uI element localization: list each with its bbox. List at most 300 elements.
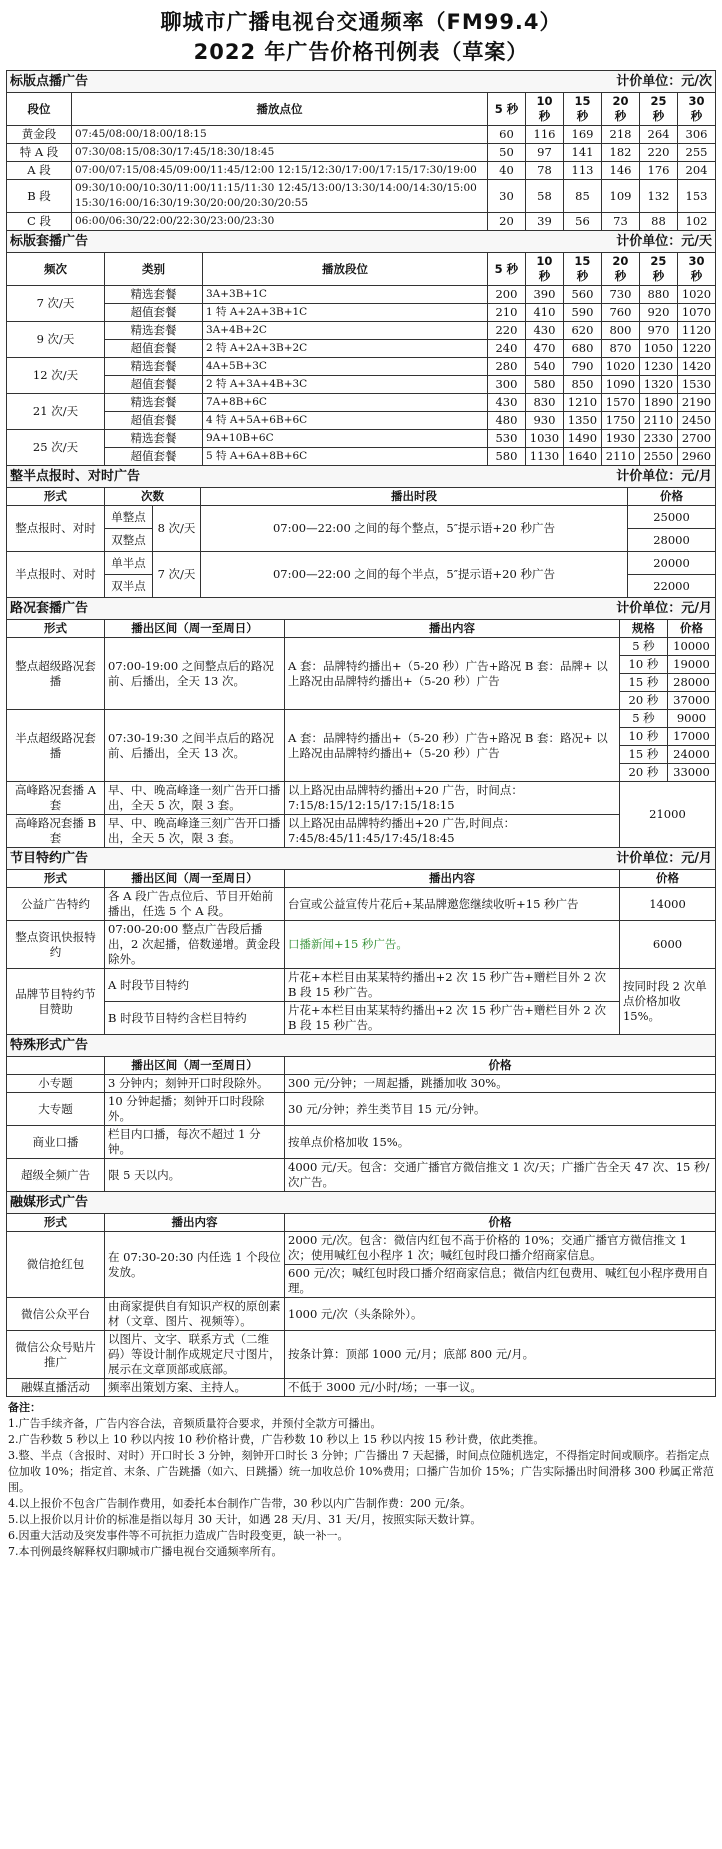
table-row <box>7 1075 716 1093</box>
package-mix: 4 特 A+5A+6B+6C <box>203 412 488 430</box>
air-range: 栏目内口播，每次不超过 1 分钟。 <box>105 1126 285 1159</box>
section-spot-ads <box>6 70 716 231</box>
col-header: 20 秒 <box>601 93 639 126</box>
frequency: 8 次/天 <box>153 506 201 552</box>
col-header: 播出区间（周一至周日） <box>105 620 285 638</box>
air-content: 由商家提供自有知识产权的原创素材（文章、图片、视频等）。 <box>105 1298 285 1331</box>
price-cell: 2550 <box>639 448 677 466</box>
section-header <box>7 466 716 488</box>
notes-title: 备注： <box>8 1401 41 1414</box>
table-row <box>7 921 716 969</box>
price-unit: 计价单位：元/次 <box>616 74 712 89</box>
price-cell: 220 <box>487 322 525 340</box>
page-subtitle: 2022 年广告价格刊例表（草案） <box>193 40 529 64</box>
page-title: 聊城市广播电视台交通频率（FM99.4） <box>160 10 562 34</box>
note-item: 5.以上报价以月计价的标准是指以每月 30 天计，如遇 28 天/月、31 天/月，按照实际天数计算。 <box>8 1513 482 1526</box>
price-cell: 2000 元/次。包含：微信内红包不高于价格的 10%；交通广播官方微信推文 1 次；使用喊红包小程序 1 次；喊红包时段口播介绍商家信息。 <box>285 1232 716 1265</box>
price-cell: 850 <box>563 376 601 394</box>
table-row <box>7 412 716 430</box>
air-content: A 套：品牌特约播出+（5-20 秒）广告+路况 B 套：品牌+ 以上路况由品牌特约播出+（5-20 秒）广告 <box>285 638 620 710</box>
package-type: 精选套餐 <box>105 286 203 304</box>
form: 商业口播 <box>7 1126 105 1159</box>
price-cell: 25000 <box>627 506 715 529</box>
form: 小专题 <box>7 1075 105 1093</box>
package-mix: 9A+10B+6C <box>203 430 488 448</box>
price-unit: 计价单位：元/月 <box>616 601 712 616</box>
section-traffic-ads <box>6 597 716 848</box>
col-header: 形式 <box>7 870 105 888</box>
spec: 20 秒 <box>619 692 667 710</box>
col-header: 价格 <box>627 488 715 506</box>
package-type: 超值套餐 <box>105 304 203 322</box>
col-header: 播出区间（周一至周日） <box>105 870 285 888</box>
segment-name: 特 A 段 <box>7 144 72 162</box>
col-header: 10 秒 <box>525 93 563 126</box>
air-content: 以上路况由品牌特约播出+20 广告，时间点：7:15/8:15/12:15/17:15/18:15 <box>285 782 620 815</box>
air-range: 限 5 天以内。 <box>105 1159 285 1192</box>
col-header: 类别 <box>105 253 203 286</box>
price-cell: 22000 <box>627 575 715 598</box>
section-media-ads <box>6 1191 716 1397</box>
price-cell: 30 <box>487 180 525 213</box>
package-type: 超值套餐 <box>105 376 203 394</box>
price-cell: 590 <box>563 304 601 322</box>
form: 品牌节目特约节目赞助 <box>7 969 105 1035</box>
price-cell: 28000 <box>667 674 715 692</box>
air-content: 频率出策划方案、主持人。 <box>105 1379 285 1397</box>
table-row <box>7 815 716 848</box>
package-mix: 1 特 A+2A+3B+1C <box>203 304 488 322</box>
table-row <box>7 448 716 466</box>
frequency: 21 次/天 <box>7 394 105 430</box>
table-row <box>7 1379 716 1397</box>
spec: 10 秒 <box>619 656 667 674</box>
col-header: 价格 <box>619 870 715 888</box>
col-header: 播放段位 <box>203 253 488 286</box>
air-content: A 套：品牌特约播出+（5-20 秒）广告+路况 B 套：路况+ 以上路况由品牌特约播出+（5-20 秒）广告 <box>285 710 620 782</box>
package-type: 超值套餐 <box>105 448 203 466</box>
price-cell: 97 <box>525 144 563 162</box>
table-row <box>7 1159 716 1192</box>
price-cell: 1130 <box>525 448 563 466</box>
form: 高峰路况套播 A 套 <box>7 782 105 815</box>
price-cell: 1020 <box>601 358 639 376</box>
section-header <box>7 1192 716 1214</box>
form: 整点超级路况套播 <box>7 638 105 710</box>
section-package-ads <box>6 230 716 466</box>
package-type: 超值套餐 <box>105 340 203 358</box>
form: 大专题 <box>7 1093 105 1126</box>
price-cell: 20000 <box>627 552 715 575</box>
segment-name: C 段 <box>7 213 72 231</box>
price-cell: 按单点价格加收 15%。 <box>285 1126 716 1159</box>
package-type: 精选套餐 <box>105 322 203 340</box>
note-item: 6.因重大活动及突发事件等不可抗拒力造成广告时段变更，缺一补一。 <box>8 1529 349 1542</box>
table-header <box>7 1214 716 1232</box>
section-title: 特殊形式广告 <box>10 1038 89 1053</box>
price-cell: 1220 <box>677 340 715 358</box>
note-item: 1.广告手续齐备，广告内容合法，音频质量符合要求，并预付全款方可播出。 <box>8 1417 382 1430</box>
table-header <box>7 253 716 286</box>
section-header <box>7 71 716 93</box>
price-cell: 30 元/分钟；养生类节目 15 元/分钟。 <box>285 1093 716 1126</box>
price-unit: 计价单位：元/月 <box>616 851 712 866</box>
package-mix: 2 特 A+2A+3B+2C <box>203 340 488 358</box>
section-title: 节目特约广告 <box>10 851 89 866</box>
air-range: A 时段节目特约 <box>105 969 285 1002</box>
table-header <box>7 93 716 126</box>
price-cell: 146 <box>601 162 639 180</box>
price-cell: 470 <box>525 340 563 358</box>
price-cell: 680 <box>563 340 601 358</box>
price-cell: 264 <box>639 126 677 144</box>
frequency: 7 次/天 <box>7 286 105 322</box>
price-cell: 580 <box>487 448 525 466</box>
table-row <box>7 376 716 394</box>
time-slots: 09:30/10:00/10:30/11:00/11:15/11:30 12:45/13:00/13:30/14:00/14:30/15:00 15:30/16:00/16:30/19:30/20:00/20:30/20:55 <box>72 180 488 213</box>
price-cell: 6000 <box>619 921 715 969</box>
air-slot: 07:00—22:00 之间的每个整点，5″提示语+20 秒广告 <box>201 506 628 552</box>
segment-name: A 段 <box>7 162 72 180</box>
price-cell: 78 <box>525 162 563 180</box>
package-mix: 4A+5B+3C <box>203 358 488 376</box>
price-cell: 970 <box>639 322 677 340</box>
price-cell: 1090 <box>601 376 639 394</box>
price-cell: 58 <box>525 180 563 213</box>
price-cell: 153 <box>677 180 715 213</box>
table-row <box>7 126 716 144</box>
price-cell: 620 <box>563 322 601 340</box>
price-cell: 306 <box>677 126 715 144</box>
price-cell: 2700 <box>677 430 715 448</box>
section-title: 标版点播广告 <box>10 74 89 89</box>
price-cell: 760 <box>601 304 639 322</box>
air-range: 07:30-19:30 之间半点后的路况前、后播出，全天 13 次。 <box>105 710 285 782</box>
price-cell: 37000 <box>667 692 715 710</box>
price-cell: 1490 <box>563 430 601 448</box>
package-type: 精选套餐 <box>105 394 203 412</box>
price-cell: 880 <box>639 286 677 304</box>
table-row <box>7 180 716 213</box>
section-title: 融媒形式广告 <box>10 1195 89 1210</box>
price-cell: 60 <box>487 126 525 144</box>
table-row <box>7 969 716 1002</box>
price-cell: 1050 <box>639 340 677 358</box>
air-content: 片花+本栏目由某某特约播出+2 次 15 秒广告+赠栏目外 2 次 B 段 15 秒广告。 <box>285 1002 620 1035</box>
table-row <box>7 1298 716 1331</box>
table-row <box>7 1232 716 1265</box>
col-header: 次数 <box>105 488 201 506</box>
package-type: 精选套餐 <box>105 358 203 376</box>
air-content: 以图片、文字、联系方式（二维码）等设计制作成规定尺寸图片，展示在文章顶部或底部。 <box>105 1331 285 1379</box>
price-cell: 56 <box>563 213 601 231</box>
time-slots: 06:00/06:30/22:00/22:30/23:00/23:30 <box>72 213 488 231</box>
col-header: 形式 <box>7 1214 105 1232</box>
form: 融媒直播活动 <box>7 1379 105 1397</box>
table-row <box>7 286 716 304</box>
col-header: 20 秒 <box>601 253 639 286</box>
price-cell: 300 元/分钟；一周起播，跳播加收 30%。 <box>285 1075 716 1093</box>
table-row <box>7 430 716 448</box>
air-content: 以上路况由品牌特约播出+20 广告,时间点：7:45/8:45/11:45/17:45/18:45 <box>285 815 620 848</box>
air-range: 早、中、晚高峰逢三刻广告开口播出，全天 5 次，限 3 套。 <box>105 815 285 848</box>
price-cell: 28000 <box>627 529 715 552</box>
price-cell: 17000 <box>667 728 715 746</box>
option: 双整点 <box>105 529 153 552</box>
price-cell: 240 <box>487 340 525 358</box>
col-header: 播出内容 <box>285 870 620 888</box>
price-cell: 480 <box>487 412 525 430</box>
col-header: 10 秒 <box>525 253 563 286</box>
section-program-sponsor-ads <box>6 847 716 1035</box>
col-header: 5 秒 <box>487 93 525 126</box>
table-header <box>7 488 716 506</box>
price-cell: 220 <box>639 144 677 162</box>
price-cell: 176 <box>639 162 677 180</box>
form: 微信公众号贴片推广 <box>7 1331 105 1379</box>
package-type: 精选套餐 <box>105 430 203 448</box>
price-cell: 1210 <box>563 394 601 412</box>
price-cell: 1070 <box>677 304 715 322</box>
price-cell: 1320 <box>639 376 677 394</box>
frequency: 12 次/天 <box>7 358 105 394</box>
spec: 5 秒 <box>619 710 667 728</box>
price-cell: 870 <box>601 340 639 358</box>
col-header: 播出区间（周一至周日） <box>105 1057 285 1075</box>
col-header: 段位 <box>7 93 72 126</box>
package-mix: 7A+8B+6C <box>203 394 488 412</box>
price-cell: 132 <box>639 180 677 213</box>
price-cell: 200 <box>487 286 525 304</box>
section-header <box>7 1035 716 1057</box>
table-row <box>7 710 716 728</box>
spec: 15 秒 <box>619 674 667 692</box>
col-header: 25 秒 <box>639 93 677 126</box>
package-mix: 3A+4B+2C <box>203 322 488 340</box>
air-slot: 07:00—22:00 之间的每个半点，5″提示语+20 秒广告 <box>201 552 628 598</box>
price-cell: 85 <box>563 180 601 213</box>
section-title: 路况套播广告 <box>10 601 89 616</box>
air-content: 口播新闻+15 秒广告。 <box>285 921 620 969</box>
spec: 15 秒 <box>619 746 667 764</box>
section-title: 整半点报时、对时广告 <box>10 469 141 484</box>
form: 微信公众平台 <box>7 1298 105 1331</box>
price-cell: 182 <box>601 144 639 162</box>
section-title: 标版套播广告 <box>10 234 89 249</box>
price-cell: 50 <box>487 144 525 162</box>
price-cell: 730 <box>601 286 639 304</box>
price-cell: 300 <box>487 376 525 394</box>
col-header: 频次 <box>7 253 105 286</box>
price-cell: 按同时段 2 次单点价格加收 15%。 <box>619 969 715 1035</box>
price-cell: 2110 <box>601 448 639 466</box>
price-cell: 19000 <box>667 656 715 674</box>
price-cell: 580 <box>525 376 563 394</box>
col-header: 15 秒 <box>563 253 601 286</box>
table-row <box>7 358 716 376</box>
col-header: 5 秒 <box>487 253 525 286</box>
col-header: 播出内容 <box>285 620 620 638</box>
price-cell: 88 <box>639 213 677 231</box>
price-cell: 24000 <box>667 746 715 764</box>
package-mix: 3A+3B+1C <box>203 286 488 304</box>
air-content: 台宣或公益宣传片花后+某品牌邀您继续收听+15 秒广告 <box>285 888 620 921</box>
time-slots: 07:00/07:15/08:45/09:00/11:45/12:00 12:15/12:30/17:00/17:15/17:30/19:00 <box>72 162 488 180</box>
price-cell: 20 <box>487 213 525 231</box>
price-cell: 930 <box>525 412 563 430</box>
segment-name: 黄金段 <box>7 126 72 144</box>
table-header <box>7 620 716 638</box>
col-header: 价格 <box>285 1214 716 1232</box>
note-item: 3.整、半点（含报时、对时）开口时长 3 分钟，刻钟开口时长 3 分钟；广告播出 7 天起播，时间点位随机选定，不得指定时间或顺序。若指定点位加收 10%；指定首、末条、广告跳播（如六、日跳播）统一加收总价 10%费用；口播广告加价 15%；广告实际播出时间滑移 300 秒属正常范围。 <box>8 1449 714 1494</box>
spec: 5 秒 <box>619 638 667 656</box>
price-cell: 1000 元/次（头条除外）。 <box>285 1298 716 1331</box>
note-item: 2.广告秒数 5 秒以上 10 秒以内按 10 秒价格计费，广告秒数 10 秒以上 15 秒以内按 15 秒计费，依此类推。 <box>8 1433 545 1446</box>
price-cell: 800 <box>601 322 639 340</box>
col-header: 播放点位 <box>72 93 488 126</box>
table-row <box>7 1093 716 1126</box>
price-cell: 2960 <box>677 448 715 466</box>
option: 单整点 <box>105 506 153 529</box>
table-row <box>7 1002 716 1035</box>
frequency: 7 次/天 <box>153 552 201 598</box>
note-item: 4.以上报价不包含广告制作费用，如委托本台制作广告带，30 秒以内广告制作费：200 元/条。 <box>8 1497 472 1510</box>
form: 公益广告特约 <box>7 888 105 921</box>
price-cell: 21000 <box>619 782 715 848</box>
table-row <box>7 213 716 231</box>
air-content: 片花+本栏目由某某特约播出+2 次 15 秒广告+赠栏目外 2 次 B 段 15 秒广告。 <box>285 969 620 1002</box>
table-header <box>7 1057 716 1075</box>
form: 半点报时、对时 <box>7 552 105 598</box>
price-cell: 14000 <box>619 888 715 921</box>
price-cell: 204 <box>677 162 715 180</box>
price-unit: 计价单位：元/天 <box>616 234 712 249</box>
package-mix: 2 特 A+3A+4B+3C <box>203 376 488 394</box>
price-cell: 1890 <box>639 394 677 412</box>
table-row <box>7 340 716 358</box>
price-cell: 1230 <box>639 358 677 376</box>
segment-name: B 段 <box>7 180 72 213</box>
price-cell: 1350 <box>563 412 601 430</box>
price-cell: 600 元/次；喊红包时段口播介绍商家信息；微信内红包费用、喊红包小程序费用自理。 <box>285 1265 716 1298</box>
air-range: B 时段节目特约含栏目特约 <box>105 1002 285 1035</box>
price-cell: 410 <box>525 304 563 322</box>
price-cell: 530 <box>487 430 525 448</box>
price-cell: 255 <box>677 144 715 162</box>
col-header: 播出时段 <box>201 488 628 506</box>
form: 超级全频广告 <box>7 1159 105 1192</box>
table-row <box>7 162 716 180</box>
price-cell: 390 <box>525 286 563 304</box>
price-cell: 1750 <box>601 412 639 430</box>
table-row <box>7 304 716 322</box>
frequency: 25 次/天 <box>7 430 105 466</box>
table-row <box>7 552 716 575</box>
air-range: 07:00-20:00 整点广告段后播出，2 次起播，倍数递增。黄金段除外。 <box>105 921 285 969</box>
section-header <box>7 848 716 870</box>
section-special-ads <box>6 1034 716 1192</box>
table-row <box>7 322 716 340</box>
col-header: 价格 <box>285 1057 716 1075</box>
price-cell: 210 <box>487 304 525 322</box>
package-type: 超值套餐 <box>105 412 203 430</box>
col-header: 30 秒 <box>677 253 715 286</box>
price-cell: 2450 <box>677 412 715 430</box>
price-cell: 33000 <box>667 764 715 782</box>
price-cell: 4000 元/天。包含：交通广播官方微信推文 1 次/天；广播广告全天 47 次、15 秒/次广告。 <box>285 1159 716 1192</box>
notes <box>6 1397 716 1563</box>
price-cell: 141 <box>563 144 601 162</box>
price-cell: 1530 <box>677 376 715 394</box>
col-header: 规格 <box>619 620 667 638</box>
price-cell: 73 <box>601 213 639 231</box>
price-cell: 430 <box>525 322 563 340</box>
price-cell: 2190 <box>677 394 715 412</box>
price-cell: 1570 <box>601 394 639 412</box>
col-header: 形式 <box>7 620 105 638</box>
price-cell: 10000 <box>667 638 715 656</box>
price-cell: 1020 <box>677 286 715 304</box>
price-cell: 218 <box>601 126 639 144</box>
frequency: 9 次/天 <box>7 322 105 358</box>
col-header: 15 秒 <box>563 93 601 126</box>
option: 单半点 <box>105 552 153 575</box>
form: 微信抢红包 <box>7 1232 105 1298</box>
col-header: 30 秒 <box>677 93 715 126</box>
price-cell: 1120 <box>677 322 715 340</box>
air-range: 各 A 段广告点位后、节目开始前播出，任选 5 个 A 段。 <box>105 888 285 921</box>
table-row <box>7 506 716 529</box>
form: 整点资讯快报特约 <box>7 921 105 969</box>
col-header-blank <box>7 1057 105 1075</box>
price-cell: 1640 <box>563 448 601 466</box>
price-cell: 39 <box>525 213 563 231</box>
form: 半点超级路况套播 <box>7 710 105 782</box>
price-cell: 1420 <box>677 358 715 376</box>
form: 高峰路况套播 B 套 <box>7 815 105 848</box>
price-cell: 不低于 3000 元/小时/场；一事一议。 <box>285 1379 716 1397</box>
col-header: 形式 <box>7 488 105 506</box>
price-cell: 830 <box>525 394 563 412</box>
section-time-signal-ads <box>6 465 716 598</box>
air-range: 07:00-19:00 之间整点后的路况前、后播出，全天 13 次。 <box>105 638 285 710</box>
table-row <box>7 1331 716 1379</box>
package-mix: 5 特 A+6A+8B+6C <box>203 448 488 466</box>
table-row <box>7 888 716 921</box>
form: 整点报时、对时 <box>7 506 105 552</box>
col-header: 价格 <box>667 620 715 638</box>
table-row <box>7 144 716 162</box>
table-row <box>7 638 716 656</box>
air-content: 在 07:30-20:30 内任选 1 个段位发放。 <box>105 1232 285 1298</box>
note-item: 7.本刊例最终解释权归聊城市广播电视台交通频率所有。 <box>8 1545 283 1558</box>
price-cell: 169 <box>563 126 601 144</box>
time-slots: 07:30/08:15/08:30/17:45/18:30/18:45 <box>72 144 488 162</box>
price-cell: 920 <box>639 304 677 322</box>
price-cell: 40 <box>487 162 525 180</box>
option: 双半点 <box>105 575 153 598</box>
spec: 20 秒 <box>619 764 667 782</box>
price-cell: 113 <box>563 162 601 180</box>
price-cell: 790 <box>563 358 601 376</box>
table-row <box>7 394 716 412</box>
table-header <box>7 870 716 888</box>
price-cell: 2110 <box>639 412 677 430</box>
price-cell: 116 <box>525 126 563 144</box>
price-cell: 430 <box>487 394 525 412</box>
air-range: 早、中、晚高峰逢一刻广告开口播出，全天 5 次，限 3 套。 <box>105 782 285 815</box>
price-unit: 计价单位：元/月 <box>616 469 712 484</box>
